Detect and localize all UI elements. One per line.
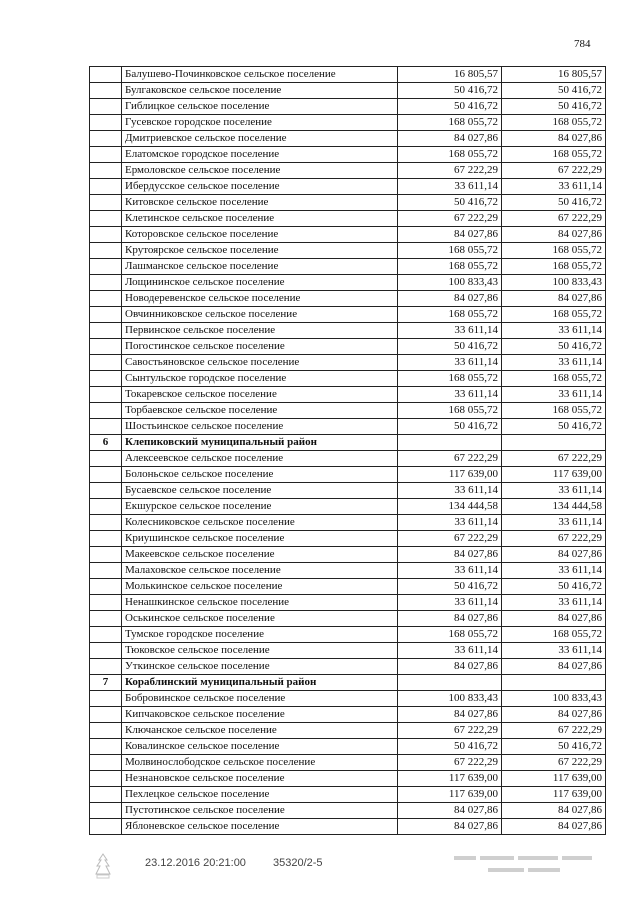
table-row [90, 115, 606, 131]
settlement-name: Ненашкинское сельское поселение [122, 595, 398, 611]
table-row [90, 371, 606, 387]
row-number [90, 371, 122, 387]
settlement-name: Пустотинское сельское поселение [122, 803, 398, 819]
page-number: 784 [574, 38, 591, 50]
amount-column-2: 168 055,72 [502, 403, 606, 419]
amount-column-1: 33 611,14 [398, 563, 502, 579]
settlement-name: Молвинослободское сельское поселение [122, 755, 398, 771]
settlement-name: Кипчаковское сельское поселение [122, 707, 398, 723]
amount-column-2: 50 416,72 [502, 99, 606, 115]
amount-column-1: 33 611,14 [398, 387, 502, 403]
amount-column-2 [502, 435, 606, 451]
row-number [90, 419, 122, 435]
amount-column-1: 33 611,14 [398, 643, 502, 659]
settlement-name: Торбаевское сельское поселение [122, 403, 398, 419]
amount-column-2: 67 222,29 [502, 723, 606, 739]
table-row [90, 291, 606, 307]
amount-column-1: 67 222,29 [398, 211, 502, 227]
table-row [90, 163, 606, 179]
amount-column-1: 84 027,86 [398, 707, 502, 723]
amount-column-2: 84 027,86 [502, 547, 606, 563]
settlement-name: Лощининское сельское поселение [122, 275, 398, 291]
row-number [90, 163, 122, 179]
amount-column-1: 50 416,72 [398, 195, 502, 211]
row-number [90, 611, 122, 627]
row-number [90, 355, 122, 371]
amount-column-1: 84 027,86 [398, 803, 502, 819]
amount-column-2: 117 639,00 [502, 771, 606, 787]
amount-column-2: 33 611,14 [502, 595, 606, 611]
table-row [90, 387, 606, 403]
amount-column-2 [502, 675, 606, 691]
settlement-name: Китовское сельское поселение [122, 195, 398, 211]
amount-column-1: 67 222,29 [398, 723, 502, 739]
row-number [90, 531, 122, 547]
amount-column-1: 117 639,00 [398, 771, 502, 787]
row-number [90, 499, 122, 515]
row-number [90, 83, 122, 99]
table-row [90, 499, 606, 515]
amount-column-2: 168 055,72 [502, 115, 606, 131]
amount-column-2: 67 222,29 [502, 163, 606, 179]
amount-column-1: 50 416,72 [398, 339, 502, 355]
row-number [90, 547, 122, 563]
amount-column-1: 84 027,86 [398, 819, 502, 835]
coat-of-arms-stamp-icon [92, 852, 114, 880]
settlement-name: Гиблицкое сельское поселение [122, 99, 398, 115]
amount-column-2: 134 444,58 [502, 499, 606, 515]
amount-column-2: 33 611,14 [502, 483, 606, 499]
settlement-name: Клетинское сельское поселение [122, 211, 398, 227]
table-row [90, 787, 606, 803]
table-row [90, 547, 606, 563]
amount-column-1: 84 027,86 [398, 547, 502, 563]
amount-column-1: 67 222,29 [398, 451, 502, 467]
row-number [90, 627, 122, 643]
row-number [90, 451, 122, 467]
amount-column-1: 100 833,43 [398, 691, 502, 707]
settlement-name: Дмитриевское сельское поселение [122, 131, 398, 147]
table-row [90, 195, 606, 211]
amount-column-2: 168 055,72 [502, 259, 606, 275]
amount-column-1: 33 611,14 [398, 515, 502, 531]
row-number [90, 67, 122, 83]
amount-column-2: 33 611,14 [502, 323, 606, 339]
allocation-table-body [90, 67, 606, 835]
amount-column-1: 84 027,86 [398, 227, 502, 243]
table-row [90, 403, 606, 419]
settlement-name: Тумское городское поселение [122, 627, 398, 643]
row-number [90, 115, 122, 131]
row-number [90, 147, 122, 163]
settlement-name: Клепиковский муниципальный район [122, 435, 398, 451]
settlement-name: Крутоярское сельское поселение [122, 243, 398, 259]
amount-column-1: 84 027,86 [398, 291, 502, 307]
amount-column-1: 50 416,72 [398, 579, 502, 595]
section-row [90, 675, 606, 691]
row-number [90, 755, 122, 771]
table-row [90, 147, 606, 163]
table-row [90, 819, 606, 835]
row-number [90, 131, 122, 147]
row-number [90, 227, 122, 243]
amount-column-2: 33 611,14 [502, 355, 606, 371]
amount-column-2: 50 416,72 [502, 739, 606, 755]
settlement-name: Балушево-Починковское сельское поселение [122, 67, 398, 83]
row-number [90, 99, 122, 115]
amount-column-2: 50 416,72 [502, 83, 606, 99]
table-row [90, 339, 606, 355]
settlement-name: Екшурское сельское поселение [122, 499, 398, 515]
amount-column-2: 16 805,57 [502, 67, 606, 83]
table-row [90, 595, 606, 611]
amount-column-1: 84 027,86 [398, 611, 502, 627]
amount-column-1: 50 416,72 [398, 739, 502, 755]
amount-column-1: 33 611,14 [398, 595, 502, 611]
table-row [90, 659, 606, 675]
settlement-name: Колесниковское сельское поселение [122, 515, 398, 531]
table-row [90, 307, 606, 323]
table-row [90, 643, 606, 659]
amount-column-2: 50 416,72 [502, 419, 606, 435]
settlement-name: Незнановское сельское поселение [122, 771, 398, 787]
settlement-name: Кораблинский муниципальный район [122, 675, 398, 691]
table-row [90, 131, 606, 147]
settlement-name: Ибердусское сельское поселение [122, 179, 398, 195]
amount-column-1: 168 055,72 [398, 115, 502, 131]
amount-column-2: 67 222,29 [502, 451, 606, 467]
amount-column-1: 67 222,29 [398, 163, 502, 179]
amount-column-1: 33 611,14 [398, 483, 502, 499]
table-row [90, 323, 606, 339]
amount-column-2: 67 222,29 [502, 531, 606, 547]
table-row [90, 723, 606, 739]
row-number [90, 579, 122, 595]
amount-column-1: 168 055,72 [398, 307, 502, 323]
row-number [90, 339, 122, 355]
table-row [90, 739, 606, 755]
table-row [90, 179, 606, 195]
settlement-name: Ермоловское сельское поселение [122, 163, 398, 179]
settlement-name: Ключанское сельское поселение [122, 723, 398, 739]
settlement-name: Бусаевское сельское поселение [122, 483, 398, 499]
table-row [90, 483, 606, 499]
settlement-name: Новодеревенское сельское поселение [122, 291, 398, 307]
amount-column-1: 100 833,43 [398, 275, 502, 291]
table-row [90, 243, 606, 259]
settlement-name: Пехлецкое сельское поселение [122, 787, 398, 803]
amount-column-2: 84 027,86 [502, 707, 606, 723]
settlement-name: Криушинское сельское поселение [122, 531, 398, 547]
settlement-name: Гусевское городское поселение [122, 115, 398, 131]
amount-column-1: 33 611,14 [398, 355, 502, 371]
amount-column-1: 33 611,14 [398, 179, 502, 195]
row-number [90, 179, 122, 195]
settlement-name: Погостинское сельское поселение [122, 339, 398, 355]
amount-column-1 [398, 675, 502, 691]
settlement-name: Первинское сельское поселение [122, 323, 398, 339]
amount-column-1: 117 639,00 [398, 787, 502, 803]
row-number [90, 659, 122, 675]
amount-column-2: 50 416,72 [502, 579, 606, 595]
table-row [90, 451, 606, 467]
table-row [90, 707, 606, 723]
settlement-name: Савостьяновское сельское поселение [122, 355, 398, 371]
table-row [90, 355, 606, 371]
row-number [90, 323, 122, 339]
settlement-name: Булгаковское сельское поселение [122, 83, 398, 99]
table-row [90, 467, 606, 483]
table-row [90, 755, 606, 771]
section-row [90, 435, 606, 451]
table-row [90, 67, 606, 83]
amount-column-2: 168 055,72 [502, 307, 606, 323]
table-row [90, 627, 606, 643]
settlement-name: Оськинское сельское поселение [122, 611, 398, 627]
amount-column-2: 33 611,14 [502, 179, 606, 195]
row-number [90, 275, 122, 291]
settlement-name: Ковалинское сельское поселение [122, 739, 398, 755]
table-row [90, 275, 606, 291]
settlement-name: Которовское сельское поселение [122, 227, 398, 243]
settlement-name: Елатомское городское поселение [122, 147, 398, 163]
table-row [90, 691, 606, 707]
amount-column-2: 50 416,72 [502, 339, 606, 355]
amount-column-1: 67 222,29 [398, 755, 502, 771]
table-row [90, 227, 606, 243]
settlement-name: Сынтульское городское поселение [122, 371, 398, 387]
row-number [90, 195, 122, 211]
amount-column-1 [398, 435, 502, 451]
amount-column-2: 84 027,86 [502, 227, 606, 243]
row-number [90, 515, 122, 531]
faded-footer-watermark [448, 852, 598, 881]
settlement-name: Овчинниковское сельское поселение [122, 307, 398, 323]
amount-column-1: 84 027,86 [398, 659, 502, 675]
amount-column-1: 134 444,58 [398, 499, 502, 515]
amount-column-1: 50 416,72 [398, 419, 502, 435]
row-number [90, 291, 122, 307]
table-row [90, 771, 606, 787]
row-number [90, 643, 122, 659]
amount-column-2: 84 027,86 [502, 659, 606, 675]
amount-column-2: 67 222,29 [502, 755, 606, 771]
row-number [90, 243, 122, 259]
row-number [90, 691, 122, 707]
row-number [90, 387, 122, 403]
row-number [90, 307, 122, 323]
row-number [90, 483, 122, 499]
footer-document-code: 35320/2-5 [273, 857, 323, 869]
amount-column-1: 168 055,72 [398, 259, 502, 275]
amount-column-2: 50 416,72 [502, 195, 606, 211]
amount-column-1: 117 639,00 [398, 467, 502, 483]
amount-column-2: 84 027,86 [502, 611, 606, 627]
row-number [90, 803, 122, 819]
amount-column-1: 50 416,72 [398, 99, 502, 115]
table-row [90, 611, 606, 627]
amount-column-2: 100 833,43 [502, 275, 606, 291]
amount-column-2: 33 611,14 [502, 643, 606, 659]
amount-column-2: 84 027,86 [502, 819, 606, 835]
table-row [90, 99, 606, 115]
table-row [90, 531, 606, 547]
amount-column-2: 168 055,72 [502, 371, 606, 387]
table-row [90, 259, 606, 275]
amount-column-2: 117 639,00 [502, 467, 606, 483]
row-number [90, 595, 122, 611]
row-number [90, 771, 122, 787]
settlement-name: Тюковское сельское поселение [122, 643, 398, 659]
row-number [90, 723, 122, 739]
amount-column-2: 117 639,00 [502, 787, 606, 803]
settlement-name: Болоньское сельское поселение [122, 467, 398, 483]
row-number: 7 [90, 675, 122, 691]
amount-column-1: 168 055,72 [398, 627, 502, 643]
amount-column-2: 33 611,14 [502, 387, 606, 403]
settlement-name: Макеевское сельское поселение [122, 547, 398, 563]
settlement-name: Уткинское сельское поселение [122, 659, 398, 675]
amount-column-1: 16 805,57 [398, 67, 502, 83]
table-row [90, 563, 606, 579]
settlement-name: Алексеевское сельское поселение [122, 451, 398, 467]
settlement-name: Лашманское сельское поселение [122, 259, 398, 275]
row-number [90, 819, 122, 835]
amount-column-1: 168 055,72 [398, 147, 502, 163]
amount-column-2: 33 611,14 [502, 563, 606, 579]
settlement-name: Бобровинское сельское поселение [122, 691, 398, 707]
amount-column-2: 168 055,72 [502, 147, 606, 163]
amount-column-1: 168 055,72 [398, 243, 502, 259]
settlement-name: Яблоневское сельское поселение [122, 819, 398, 835]
amount-column-1: 168 055,72 [398, 403, 502, 419]
table-row [90, 515, 606, 531]
amount-column-1: 33 611,14 [398, 323, 502, 339]
table-row [90, 211, 606, 227]
settlement-name: Молькинское сельское поселение [122, 579, 398, 595]
row-number: 6 [90, 435, 122, 451]
amount-column-2: 84 027,86 [502, 803, 606, 819]
amount-column-1: 67 222,29 [398, 531, 502, 547]
footer-date: 23.12.2016 20:21:00 [145, 857, 246, 869]
amount-column-1: 50 416,72 [398, 83, 502, 99]
amount-column-2: 84 027,86 [502, 291, 606, 307]
table-row [90, 83, 606, 99]
row-number [90, 259, 122, 275]
settlement-name: Шостьинское сельское поселение [122, 419, 398, 435]
table-row [90, 419, 606, 435]
amount-column-2: 100 833,43 [502, 691, 606, 707]
amount-column-2: 67 222,29 [502, 211, 606, 227]
amount-column-2: 84 027,86 [502, 131, 606, 147]
row-number [90, 787, 122, 803]
amount-column-1: 84 027,86 [398, 131, 502, 147]
amount-column-2: 168 055,72 [502, 627, 606, 643]
row-number [90, 467, 122, 483]
row-number [90, 563, 122, 579]
settlement-name: Токаревское сельское поселение [122, 387, 398, 403]
amount-column-2: 33 611,14 [502, 515, 606, 531]
allocation-table [89, 66, 606, 835]
amount-column-1: 168 055,72 [398, 371, 502, 387]
row-number [90, 403, 122, 419]
row-number [90, 707, 122, 723]
amount-column-2: 168 055,72 [502, 243, 606, 259]
row-number [90, 739, 122, 755]
settlement-name: Малаховское сельское поселение [122, 563, 398, 579]
table-row [90, 803, 606, 819]
row-number [90, 211, 122, 227]
table-row [90, 579, 606, 595]
